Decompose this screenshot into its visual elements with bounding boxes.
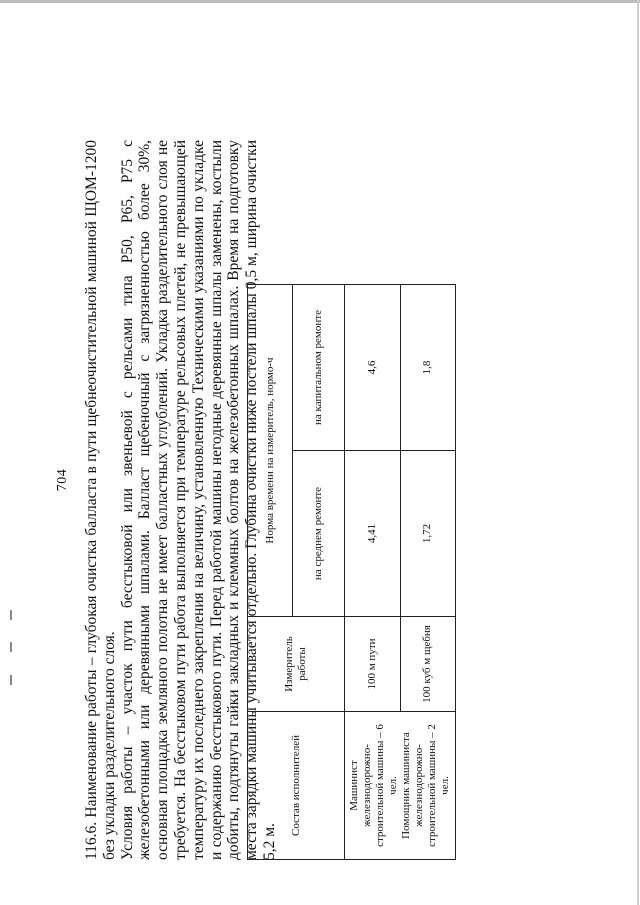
capital-repair-cell: 1,8 [400,284,456,450]
header-staff: Состав исполнителей [248,712,345,860]
unit-cell: 100 м пути [345,617,401,712]
table-row [345,284,401,859]
staff-line-assistant: Помощник машиниста железнодорожно-строительной машины – 2 чел. [400,724,451,847]
header-time-norm: Норма времени на измеритель, нормо-ч [248,284,293,616]
capital-repair-cell: 4,6 [345,284,401,450]
time-norm-table [247,284,456,860]
staff-line-operator: Машинист железнодорожно-строительной машины – 6 чел. [348,724,399,847]
work-heading: 116.6. Наименование работы – глубокая очистка балласта в пути щебнеочистительной машиной ЩОМ-1200 без укладки разделительного слоя. [83,140,118,860]
header-capital-repair: на капитальном ремонте [293,284,345,450]
work-conditions: Условия работы – участок пути бесстыковой или звеньевой с рельсами типа Р50, Р65, Р75 с железобетонными или деревянными шпалами. Балласт щебеночный с загрязненностью более 30%, основная площадка земляного полотна не имеет балластных углублений. Укладка разделительного слоя не требуется. На бесстыковом пути работа выполняется при температуре рельсовых плетей, не превышающей температуру их последнего закрепления на величину, установленную Техническими указаниями по укладке и содержанию бесстыкового пути. Перед работой машины негодные деревянные шпалы заменены, костыли добиты, подтянуты гайки закладных и клеммных болтов на железобетонных шпалах. Время на подготовку места зарядки машины учитывается отдельно. Глубина очистки ниже постели шпалы 0,5 м, ширина очистки 5,2 м. [118,140,278,860]
header-unit: Измеритель работы [248,617,345,712]
page-number: 704 [55,468,70,492]
rotated-page-content [55,100,615,860]
header-mid-repair: на среднем ремонте [293,451,345,617]
unit-cell: 100 куб м щебня [400,617,456,712]
scan-edge-mark [10,642,12,652]
staff-cell [345,712,456,860]
scan-edge-top [0,0,640,3]
scan-edge-mark [10,675,12,685]
scan-edge-right [637,0,639,905]
scan-edge-mark [10,610,12,620]
mid-repair-cell: 4,41 [345,451,401,617]
mid-repair-cell: 1,72 [400,451,456,617]
